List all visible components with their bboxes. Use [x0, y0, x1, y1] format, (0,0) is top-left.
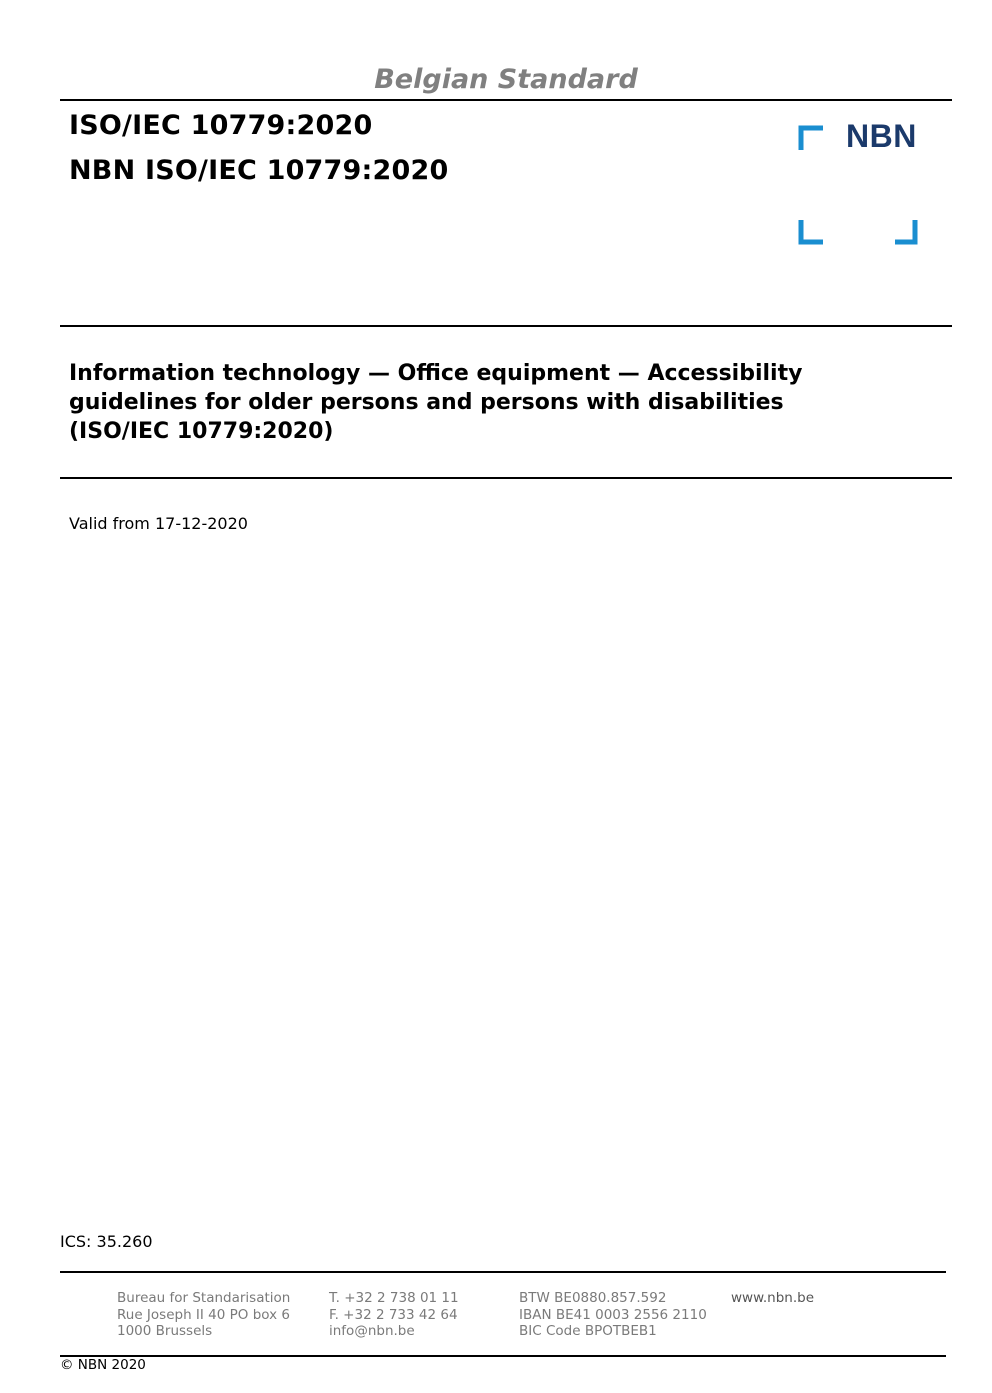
footer-vat: BTW BE0880.857.592 — [519, 1290, 667, 1306]
footer-phone: T. +32 2 738 01 11 — [329, 1290, 459, 1306]
footer-email-link[interactable]: info@nbn.be — [329, 1323, 415, 1339]
footer-website-link[interactable]: www.nbn.be — [731, 1290, 815, 1306]
document-title — [69, 359, 929, 446]
validity-date: Valid from 17-12-2020 — [69, 514, 248, 533]
footer-fax: F. +32 2 733 42 64 — [329, 1306, 458, 1323]
footer-address-line: Rue Joseph II 40 PO box 6 — [117, 1306, 290, 1323]
footer-address — [117, 1290, 290, 1340]
ics-code: ICS: 35.260 — [60, 1232, 153, 1251]
footer-banking — [519, 1290, 707, 1340]
logo-text: NBN — [846, 118, 917, 154]
footer-iban: IBAN BE41 0003 2556 2110 — [519, 1306, 707, 1323]
footer-address-line: 1000 Brussels — [117, 1323, 213, 1339]
footer-bottom-divider — [60, 1355, 946, 1357]
title-line-2: guidelines for older persons and persons with disabilities — [69, 390, 784, 415]
header-divider — [60, 99, 952, 101]
footer-contact — [329, 1290, 459, 1340]
title-top-divider — [60, 325, 952, 327]
footer-bic: BIC Code BPOTBEB1 — [519, 1323, 657, 1339]
copyright-notice: © NBN 2020 — [60, 1357, 146, 1373]
title-bottom-divider — [60, 477, 952, 479]
title-line-1: Information technology — Office equipment — Accessibility — [69, 361, 803, 386]
iso-standard-number: ISO/IEC 10779:2020 — [69, 110, 373, 141]
footer-top-divider — [60, 1271, 946, 1273]
logo-top-left-bracket — [801, 128, 823, 150]
page-header-title: Belgian Standard — [374, 64, 638, 95]
footer-address-line: Bureau for Standarisation — [117, 1290, 291, 1306]
title-line-3: (ISO/IEC 10779:2020) — [69, 419, 334, 444]
logo-bottom-left-bracket — [801, 220, 823, 242]
logo-bottom-right-bracket — [895, 220, 915, 242]
nbn-standard-number: NBN ISO/IEC 10779:2020 — [69, 155, 449, 186]
